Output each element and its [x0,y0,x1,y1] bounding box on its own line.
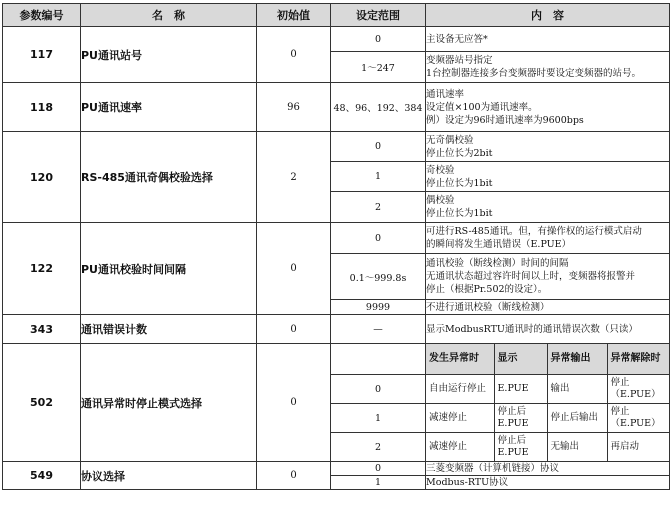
header-initial: 初始值 [257,4,331,27]
sub-cell: 输出 [547,375,607,403]
sub-header-error-output: 异常输出 [547,344,607,374]
param-description [426,52,670,83]
description-line: 1台控制器连接多台变频器时要设定变频器的站号。 [426,68,642,79]
header-content: 内 容 [426,4,670,27]
param-initial: 96 [257,83,331,132]
param-number: 502 [3,344,81,462]
param-name: 通讯异常时停止模式选择 [81,344,257,462]
description-line: 可进行RS-485通讯。但，有操作权的运行模式启动 [426,226,642,237]
table-row [3,462,670,476]
parameter-table [2,3,670,490]
param-initial: 0 [257,27,331,83]
stop-mode-header [426,344,669,374]
param-description [426,192,670,223]
table-row [3,132,670,162]
param-initial: 0 [257,223,331,315]
sub-cell: 停止后E.PUE [494,433,547,461]
param-range: 0.1～999.8s [331,254,426,300]
stop-mode-row [426,375,669,403]
description-line: Modbus-RTU协议 [426,477,509,488]
param-range: 1 [331,476,426,490]
table-row [3,223,670,254]
param-range: — [331,315,426,344]
table-header-row [3,4,670,27]
param-description [426,300,670,315]
param-description [426,132,670,162]
sub-table-cell [426,375,670,404]
description-line: 无通讯状态超过容许时间以上时，变频器将报警并 [426,271,636,282]
param-description [426,476,670,490]
sub-header-on-error: 发生异常时 [426,344,494,374]
description-line: 的瞬间将发生通讯错误（E.PUE） [426,239,572,250]
param-initial: 0 [257,462,331,490]
description-line: 无奇偶校验 [426,134,474,146]
param-initial: 2 [257,132,331,223]
description-line: 三菱变频器（计算机链接）协议 [426,463,560,474]
sub-cell: 停止后输出 [547,404,607,432]
description-line: 设定值×100为通讯速率。 [426,101,538,113]
description-line: 通讯校验（断线检测）时间的间隔 [426,258,569,269]
sub-table-cell [426,433,670,462]
param-description [426,83,670,132]
param-range: 1 [331,404,426,433]
sub-cell: 减速停止 [426,433,494,461]
sub-cell: 无输出 [547,433,607,461]
param-name: 通讯错误计数 [81,315,257,344]
param-name: RS-485通讯奇偶校验选择 [81,132,257,223]
param-range: 9999 [331,300,426,315]
param-range: 0 [331,375,426,404]
param-description [426,223,670,254]
description-line: 通讯速率 [426,88,465,100]
param-description [426,315,670,344]
param-range: 0 [331,132,426,162]
param-range: 2 [331,192,426,223]
sub-cell: E.PUE [494,375,547,403]
param-range: 0 [331,27,426,52]
description-line: 偶校验 [426,195,455,206]
param-number: 549 [3,462,81,490]
description-line: 停止位长为1bit [426,177,493,189]
header-range: 设定范围 [331,4,426,27]
parameter-table-page [2,3,669,509]
param-initial: 0 [257,315,331,344]
param-number: 120 [3,132,81,223]
param-number: 118 [3,83,81,132]
param-name: PU通讯站号 [81,27,257,83]
description-line: 主设备无应答* [426,33,488,45]
description-line: 显示ModbusRTU通讯时的通讯错误次数（只读） [426,323,638,335]
description-line: 奇校验 [426,164,455,176]
table-row [3,315,670,344]
sub-header-on-reset: 异常解除时 [607,344,669,374]
sub-cell: 自由运行停止 [426,375,494,403]
sub-header-display: 显示 [494,344,547,374]
param-range: 0 [331,462,426,476]
sub-cell: 减速停止 [426,404,494,432]
param-description [426,162,670,192]
sub-cell: 停止（E.PUE） [607,375,669,403]
param-range-blank [331,344,426,375]
sub-cell: 停止后E.PUE [494,404,547,432]
param-range: 0 [331,223,426,254]
description-line: 变频器站号指定 [426,55,493,66]
description-line: 停止（根据Pr.502的设定）。 [426,284,548,295]
param-range: 48、96、192、384 [331,83,426,132]
param-number: 117 [3,27,81,83]
table-row [3,344,670,375]
param-description [426,462,670,476]
description-line: 例）设定为96时通讯速率为9600bps [426,114,584,126]
param-initial: 0 [257,344,331,462]
param-description [426,27,670,52]
header-name: 名 称 [81,4,257,27]
header-param-no: 参数编号 [3,4,81,27]
description-line: 停止位长为2bit [426,147,493,159]
param-number: 343 [3,315,81,344]
param-name: PU通讯速率 [81,83,257,132]
stop-mode-row [426,404,669,432]
sub-cell: 停止（E.PUE） [607,404,669,432]
param-range: 2 [331,433,426,462]
sub-cell: 再启动 [607,433,669,461]
param-name: 协议选择 [81,462,257,490]
table-row [3,83,670,132]
sub-table-cell [426,404,670,433]
param-name: PU通讯校验时间间隔 [81,223,257,315]
stop-mode-row [426,433,669,461]
table-row [3,27,670,52]
param-number: 122 [3,223,81,315]
sub-table-cell [426,344,670,375]
param-range: 1 [331,162,426,192]
param-description [426,254,670,300]
description-line: 停止位长为1bit [426,208,493,219]
param-range: 1～247 [331,52,426,83]
description-line: 不进行通讯校验（断线检测） [426,301,550,313]
